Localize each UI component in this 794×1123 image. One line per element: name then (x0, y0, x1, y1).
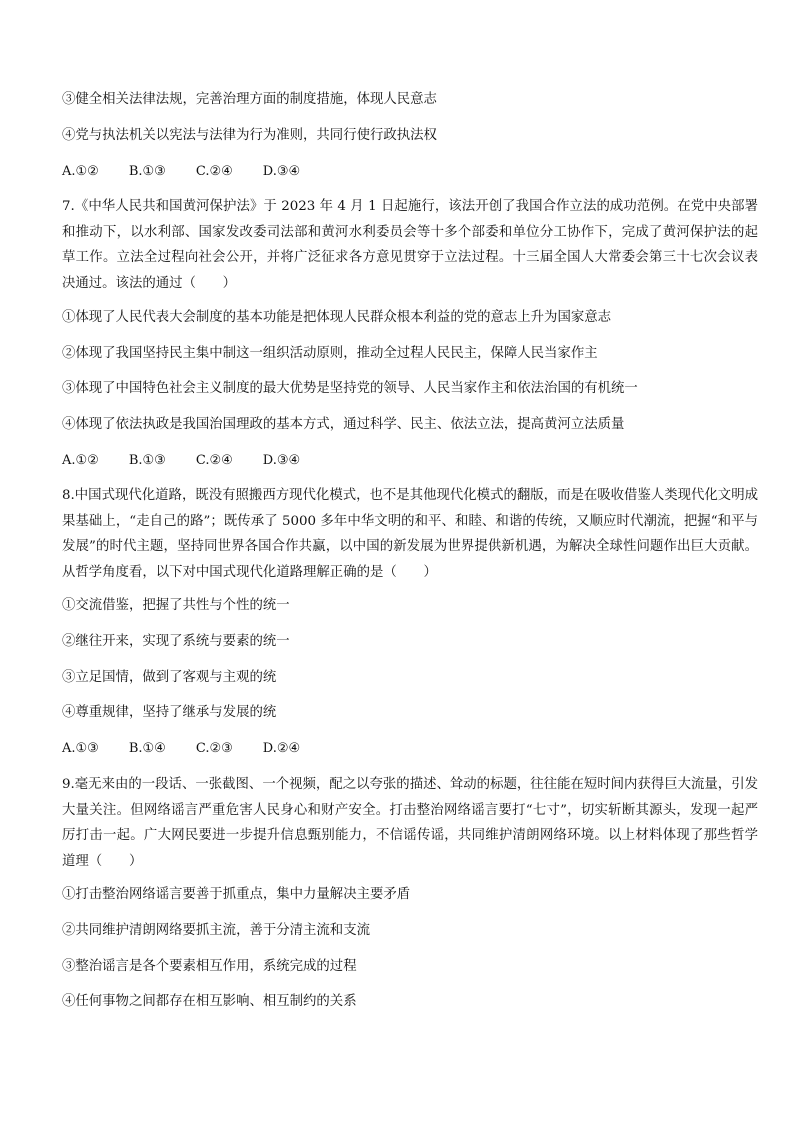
q7-options (62, 452, 330, 470)
q8-stem: 8.中国式现代化道路，既没有照搬西方现代化模式，也不是其他现代化模式的翻版，而是在吸收借鉴人类现代化文明成果基础上，“走自己的路”；既传承了 5000 多年中华文明的和平、和睦、和谐的传统，又顺应时代潮流，把握“和平与发展”的时代主题，坚持同世界各国合作共赢，以中国的新发展为世界提供新机遇，为解决全球性问题作出巨大贡献。从哲学角度看，以下对中国式现代化道路理解正确的是（ ） (62, 488, 758, 580)
q9-item-2: ②共同维护清朗网络要抓主流，善于分清主流和支流 (62, 923, 370, 938)
q7-stem: 7.《中华人民共和国黄河保护法》于 2023 年 4 月 1 日起施行，该法开创了我国合作立法的成功范例。在党中央部署和推动下，以水利部、国家发改委司法部和黄河水利委员会等十多个部委和单位分工协作下，完成了黄河保护法的起草工作。立法全过程向社会公开，并将广泛征求各方意见贯穿于立法过程。十三届全国人大常委会第三十七次会议表决通过。该法的通过（ ） (62, 199, 758, 291)
q7-option-b: B.①③ (128, 453, 166, 468)
q8-option-d: D.②④ (262, 741, 301, 756)
q6-item-4: ④党与执法机关以宪法与法律为行为准则，共同行使行政执法权 (62, 128, 437, 143)
q6-option-b: B.①③ (128, 164, 166, 179)
q8-options (62, 740, 330, 758)
q6-option-a: A.①② (62, 164, 99, 179)
q6-item-3: ③健全相关法律法规，完善治理方面的制度措施，体现人民意志 (62, 92, 437, 107)
q7-item-4: ④体现了依法执政是我国治国理政的基本方式，通过科学、民主、依法立法，提高黄河立法质量 (62, 417, 625, 432)
q6-option-d: D.③④ (262, 164, 301, 179)
q7-item-1: ①体现了人民代表大会制度的基本功能是把体现人民群众根本利益的党的意志上升为国家意志 (62, 310, 612, 325)
q8-option-b: B.①④ (128, 741, 166, 756)
q7-option-a: A.①② (62, 453, 99, 468)
q8-item-1: ①交流借鉴，把握了共性与个性的统一 (62, 598, 290, 613)
q8-option-a: A.①③ (62, 741, 99, 756)
q9-item-1: ①打击整治网络谣言要善于抓重点，集中力量解决主要矛盾 (62, 887, 411, 902)
q8-item-2: ②继往开来，实现了系统与要素的统一 (62, 634, 290, 649)
q9-stem: 9.毫无来由的一段话、一张截图、一个视频，配之以夸张的描述、耸动的标题，往往能在短时间内获得巨大流量，引发大量关注。但网络谣言严重危害人民身心和财产安全。打击整治网络谣言要打“七寸”，切实斩断其源头，发现一起严厉打击一起。广大网民要进一步提升信息甄别能力，不信谣传谣，共同维护清朗网络环境。以上材料体现了那些哲学道理（ ） (62, 777, 758, 869)
q9-item-3: ③整治谣言是各个要素相互作用，系统完成的过程 (62, 959, 357, 974)
q8-option-c: C.②③ (195, 741, 233, 756)
q7-item-3: ③体现了中国特色社会主义制度的最大优势是坚持党的领导、人民当家作主和依法治国的有机统一 (62, 381, 638, 396)
q6-option-c: C.②④ (195, 164, 233, 179)
q8-item-4: ④尊重规律，坚持了继承与发展的统 (62, 705, 277, 720)
q9-item-4: ④任何事物之间都存在相互影响、相互制约的关系 (62, 994, 357, 1009)
q6-options (62, 163, 330, 181)
q7-option-c: C.②④ (195, 453, 233, 468)
q7-item-2: ②体现了我国坚持民主集中制这一组织活动原则，推动全过程人民民主，保障人民当家作主 (62, 346, 598, 361)
q7-option-d: D.③④ (262, 453, 301, 468)
q8-item-3: ③立足国情，做到了客观与主观的统 (62, 670, 277, 685)
